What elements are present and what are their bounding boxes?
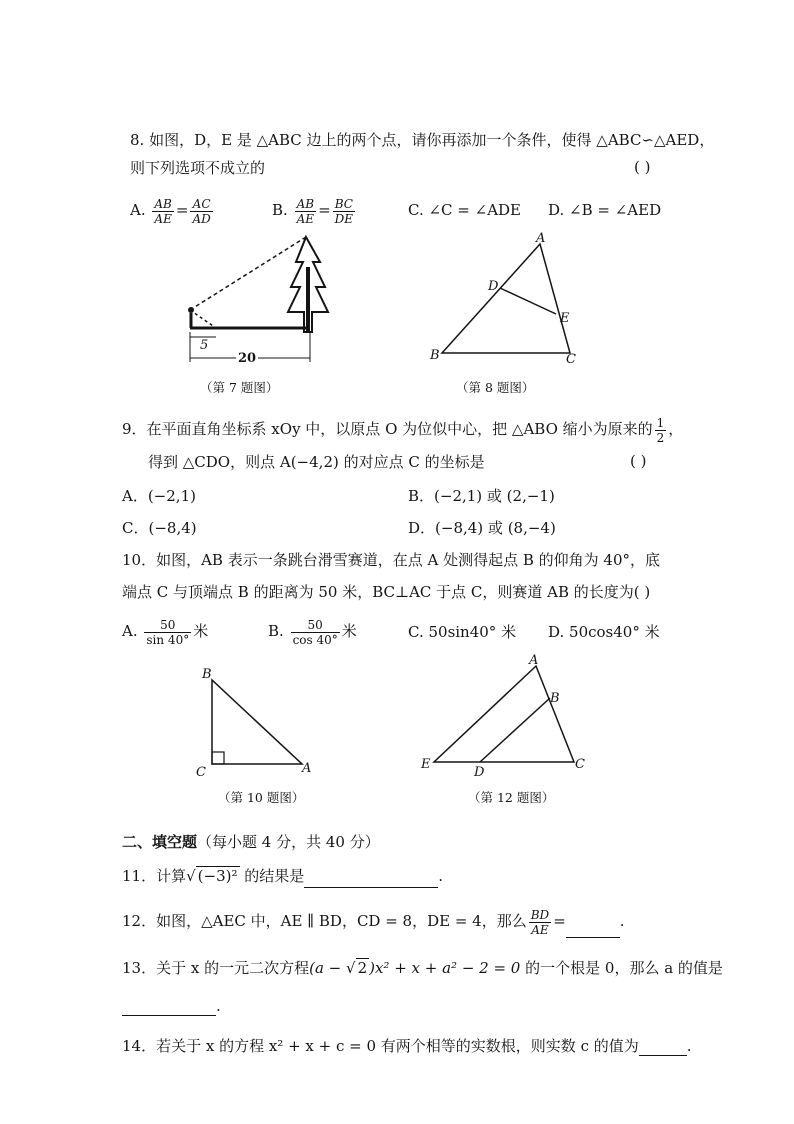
q8-a-num1: AB (154, 196, 172, 211)
q9-stem-comma: ， (668, 420, 684, 438)
q10-label-a: A (302, 761, 312, 776)
q11-post: 的结果是 (239, 867, 305, 885)
q8-label-d: D (488, 279, 499, 294)
section2-title: 二、填空题 (122, 833, 198, 851)
q9-option-a: A．(−2,1) (122, 487, 196, 505)
q14-answer-blank[interactable] (639, 1039, 687, 1056)
q12-end: . (619, 912, 625, 930)
q11-radicand: (−3)² (197, 867, 238, 885)
q10-stem-line2: 端点 C 与顶端点 B 的距离为 50 米，BC⊥AC 于点 C，则赛道 AB 的长度为( ) (122, 583, 651, 601)
q8-a-num2: AC (190, 197, 212, 212)
q13-pre: 13．关于 x 的一元二次方程 (122, 959, 310, 977)
q8-b-num2: BC (333, 197, 355, 212)
q8-b-num1: AB (296, 196, 315, 211)
q12-segment-bd (480, 698, 550, 762)
q9-option-b: B．(−2,1) 或 (2,−1) (408, 487, 555, 505)
q13-answer-line (122, 996, 221, 1016)
q12-answer-blank[interactable] (566, 921, 620, 938)
q10-b-num: 50 (291, 618, 340, 633)
q7-person-head (188, 307, 194, 313)
q11: 11．计算√ (−3)² 的结果是 . (122, 864, 443, 888)
q8-label-b: B (430, 348, 440, 363)
q10-b-unit: 米 (341, 622, 357, 640)
q13-eq-b: )x² + x + a² − 2 = 0 (369, 959, 521, 977)
q9-half-den: 2 (656, 430, 665, 445)
q10-label-c: C (196, 765, 206, 780)
q10-a-num: 50 (144, 618, 191, 633)
q9-half-num: 1 (656, 415, 665, 430)
q14-text: 14．若关于 x 的方程 x² + x + c = 0 有两个相等的实数根，则实数 c 的值为 (122, 1037, 639, 1055)
q10-option-a (122, 614, 208, 648)
q8-label-c: C (566, 352, 576, 367)
q12-caption: （第 12 题图） (468, 790, 555, 805)
q8-stem-line2: 则下列选项不成立的 (130, 159, 266, 177)
q7-sightline (190, 237, 306, 310)
q7-caption: （第 7 题图） (200, 380, 279, 395)
q12-label-a: A (529, 653, 539, 668)
q7-dim-long: 20 (238, 351, 257, 366)
q10-option-a-label: A. (122, 622, 138, 640)
q13-eq-a: (a − (309, 959, 346, 977)
q12-eq: = (553, 912, 566, 930)
q11-end: . (438, 867, 444, 885)
section2-heading (122, 832, 380, 852)
q8-option-a-label: A. (130, 201, 146, 219)
q13: 13．关于 x 的一元二次方程(a − √ 2 )x² + x + a² − 2 = 0 的一个根是 0，那么 a 的值是 (122, 959, 723, 977)
q12-label-d: D (474, 765, 485, 780)
q14-end: . (686, 1037, 692, 1055)
q10-a-unit: 米 (193, 622, 209, 640)
q10-option-c: C. 50sin40° 米 (408, 623, 517, 641)
q9-stem (122, 414, 683, 445)
q8-a-den2: AD (192, 211, 211, 226)
q8-caption: （第 8 题图） (456, 380, 535, 395)
q10-caption: （第 10 题图） (218, 790, 305, 805)
q8-option-b: B. $\frac{AB}{AE}$ = $\frac{BC}{DE}$ (272, 196, 354, 226)
q13-end: . (216, 997, 221, 1015)
q13-answer-blank[interactable] (122, 999, 216, 1016)
q10-a-den: sin 40° (146, 632, 190, 647)
q8-option-c: C. ∠C = ∠ADE (408, 201, 522, 219)
q7-mirror-line (190, 310, 216, 328)
q10-label-b: B (202, 667, 212, 682)
q10-triangle-abc (212, 680, 302, 764)
q12 (122, 904, 625, 938)
q8-label-a: A (536, 231, 546, 246)
q10-option-b-label: B. (268, 622, 284, 640)
q8-option-d: D. ∠B = ∠AED (548, 201, 662, 219)
q8-a-den1: AE (154, 211, 172, 226)
q9-stem-text: 9．在平面直角坐标系 xOy 中，以原点 O 为位似中心，把 △ABO 缩小为原来的 (122, 420, 653, 438)
q8-b-den1: AE (296, 211, 315, 226)
q12-frac-num: BD (530, 907, 550, 922)
q12-label-c: C (575, 757, 585, 772)
q8-stem: 8. 如图，D，E 是 △ABC 边上的两个点，请你再添加一个条件，使得 △ABC∽△AED， (130, 131, 715, 149)
q10-figure (190, 662, 330, 782)
q12-text: 12．如图，△AEC 中，AE ∥ BD，CD = 8，DE = 4，那么 (122, 912, 527, 930)
q8-figure (428, 232, 588, 367)
q12-label-b: B (550, 691, 560, 706)
q8-segment-de (500, 288, 556, 314)
q12-figure (418, 652, 598, 780)
q10-stem: 10．如图，AB 表示一条跳台滑雪赛道，在点 A 处测得起点 B 的仰角为 40°，底 (122, 551, 660, 569)
q10-b-den: cos 40° (292, 632, 338, 647)
q10-option-b (268, 614, 357, 648)
q9-option-c: C．(−8,4) (122, 519, 197, 537)
q11-pre: 11．计算 (122, 867, 187, 885)
q7-figure (180, 232, 340, 367)
q11-answer-blank[interactable] (304, 871, 438, 888)
q10-right-angle-mark (212, 752, 224, 764)
q8-b-den2: DE (334, 211, 354, 226)
q7-dim-short: 5 (200, 338, 209, 353)
q8-triangle-abc (442, 244, 570, 353)
q12-label-e: E (421, 757, 431, 772)
q13-root2: 2 (357, 959, 368, 977)
q9-option-d: D．(−8,4) 或 (8,−4) (408, 519, 556, 537)
section2-note: （每小题 4 分，共 40 分） (197, 833, 380, 851)
q8-option-a: A. $\frac{AB}{AE}$ = $\frac{AC}{AD}$ (130, 196, 211, 226)
q8-option-b-label: B. (272, 201, 288, 219)
q10-option-d: D. 50cos40° 米 (548, 623, 660, 641)
q14 (122, 1036, 692, 1056)
q13-post: 的一个根是 0，那么 a 的值是 (520, 959, 723, 977)
q8-label-e: E (560, 311, 570, 326)
q12-triangle-aec (434, 666, 574, 762)
q8-answer-paren: ( ) (634, 158, 651, 176)
q12-frac-den: AE (531, 922, 549, 937)
q9-answer-paren: ( ) (630, 452, 647, 470)
q9-stem-line2: 得到 △CDO，则点 A(−4,2) 的对应点 C 的坐标是 (148, 453, 485, 471)
